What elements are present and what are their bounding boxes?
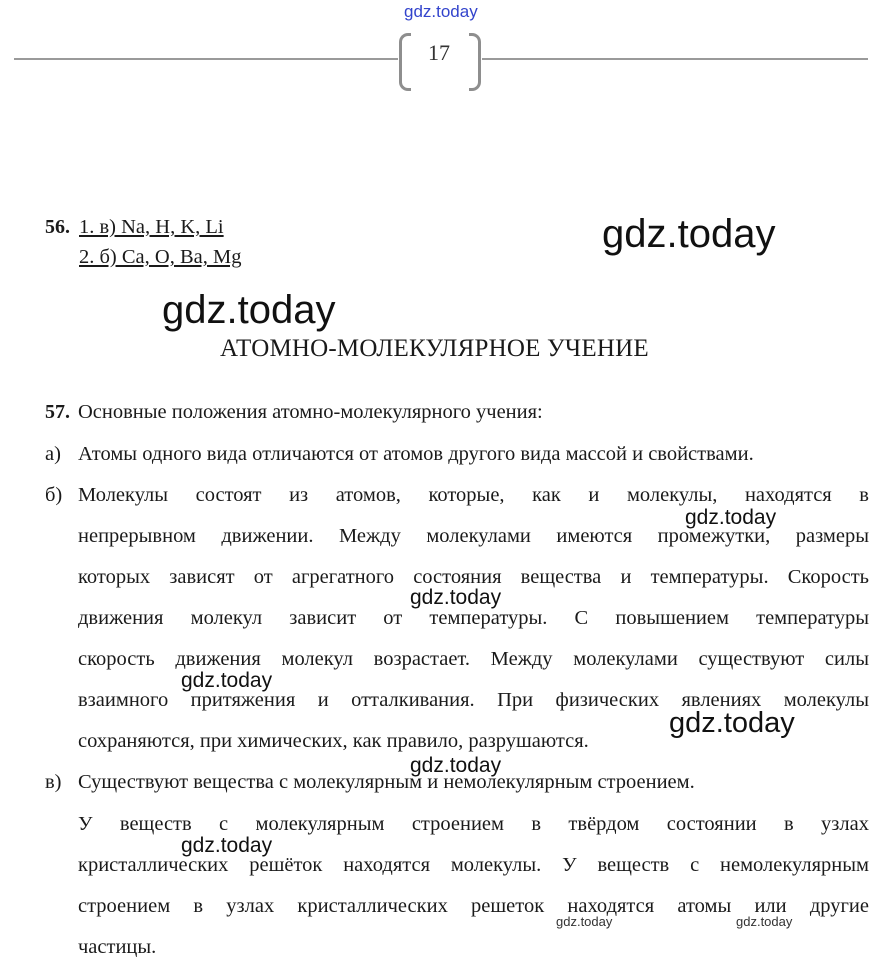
item-b-line-1: Молекулы состоят из атомов, которые, как и молекулы, находятся в xyxy=(78,484,869,506)
watermark-small-4: gdz.today xyxy=(410,754,502,777)
task-56-answer-1: 1. в) Na, H, K, Li xyxy=(79,216,224,238)
watermark-medium-1: gdz.today xyxy=(669,707,795,739)
watermark-tiny-2: gdz.today xyxy=(736,914,793,929)
watermark-small-5: gdz.today xyxy=(181,834,273,857)
watermark-tiny-1: gdz.today xyxy=(556,914,613,929)
task-57-intro: Основные положения атомно-молекулярного учения: xyxy=(78,401,543,423)
item-b-line-3: которых зависят от агрегатного состояния вещества и температуры. Скорость xyxy=(78,566,869,588)
item-b-line-5: скорость движения молекул возрастает. Между молекулами существуют силы xyxy=(78,648,869,670)
task-56-number: 56. xyxy=(45,216,70,238)
item-v-line-4: строением в узлах кристаллических решеток находятся атомы или другие xyxy=(78,895,869,917)
item-b-marker: б) xyxy=(45,484,63,506)
section-title: АТОМНО-МОЛЕКУЛЯРНОЕ УЧЕНИЕ xyxy=(220,335,649,362)
item-v-marker: в) xyxy=(45,771,62,793)
watermark-small-1: gdz.today xyxy=(685,506,777,529)
item-b-line-2: непрерывном движении. Между молекулами имеются промежутки, размеры xyxy=(78,525,869,547)
page-number: 17 xyxy=(428,40,450,65)
item-b-line-4: движения молекул зависит от температуры. С повышением температуры xyxy=(78,607,869,629)
watermark-large-1: gdz.today xyxy=(602,212,776,256)
item-b-line-7: сохраняются, при химических, как правило, разрушаются. xyxy=(78,730,589,752)
task-56-answer-2: 2. б) Ca, O, Ba, Mg xyxy=(79,246,242,268)
header-rule-right xyxy=(482,58,868,60)
item-a-line: Атомы одного вида отличаются от атомов другого вида массой и свойствами. xyxy=(78,443,754,465)
task-57-number: 57. xyxy=(45,401,70,423)
watermark-large-2: gdz.today xyxy=(162,288,336,332)
item-b-line-6: взаимного притяжения и отталкивания. При физических явлениях молекулы xyxy=(78,689,869,711)
item-v-line-3: кристаллических решёток находятся молекулы. У веществ с немолекулярным xyxy=(78,854,869,876)
watermark-small-2: gdz.today xyxy=(410,586,502,609)
item-a-marker: а) xyxy=(45,443,61,465)
header-rule-left xyxy=(14,58,398,60)
item-v-line-2: У веществ с молекулярным строением в твёрдом состоянии в узлах xyxy=(78,813,869,835)
item-v-line-1: Существуют вещества с молекулярным и немолекулярным строением. xyxy=(78,771,695,793)
item-v-line-5: частицы. xyxy=(78,936,157,958)
page-number-bracket-right xyxy=(469,33,481,91)
header-watermark: gdz.today xyxy=(404,2,478,21)
watermark-small-3: gdz.today xyxy=(181,669,273,692)
